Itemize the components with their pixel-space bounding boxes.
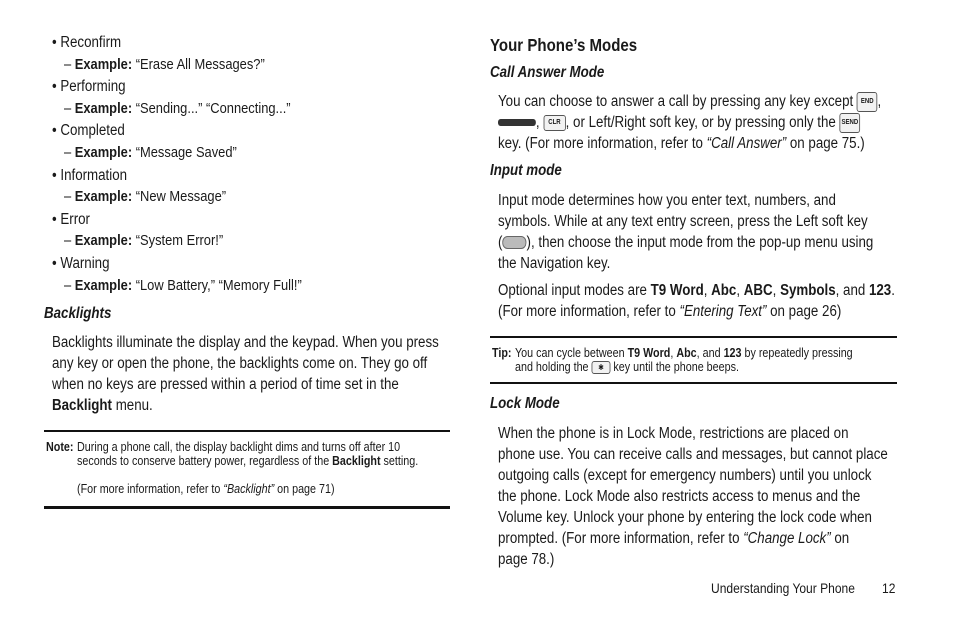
- list-item: • Warning: [52, 255, 110, 272]
- list-item: • Error: [52, 211, 91, 228]
- tip-box: [490, 336, 897, 384]
- input-mode-paragraph: Input mode determines how you enter text, numbers, and symbols. While at any text entry screen, press the Left soft key ( ), then choose the input mode from the pop-up menu using the Navigation key.: [498, 192, 874, 272]
- list-subitem: – Example: “Low Battery,” “Memory Full!”: [64, 277, 302, 294]
- input-mode-heading: Input mode: [490, 162, 562, 179]
- footer-section-name: Understanding Your Phone: [711, 580, 855, 596]
- list-item: • Completed: [52, 122, 125, 139]
- tip-label: Tip:: [492, 346, 512, 360]
- note-label: Note:: [46, 440, 74, 454]
- soft-key-icon: [498, 119, 536, 126]
- list-subitem: – Example: “Erase All Messages?”: [64, 56, 265, 73]
- end-key-icon: END: [857, 92, 878, 112]
- list-item: • Information: [52, 167, 128, 184]
- note-text-line: During a phone call, the display backlight dims and turns off after 10: [77, 440, 401, 454]
- call-answer-heading: Call Answer Mode: [490, 64, 605, 81]
- list-subitem: – Example: “Message Saved”: [64, 144, 237, 161]
- list-item: • Reconfirm: [52, 34, 122, 51]
- backlights-paragraph: Backlights illuminate the display and the keypad. When you press any key or open the phone, the backlights come on. They go off when no keys are pressed within a period of time set in the Backlight menu.: [52, 334, 439, 414]
- tip-text-line: and holding the ✱ key until the phone beeps.: [515, 360, 739, 374]
- lock-mode-paragraph: When the phone is in Lock Mode, restrictions are placed on phone use. You can receive calls and messages, but cannot place outgoing calls (except for emergency numbers) until you unlock the phone. Lock Mode also restricts access to menus and the Volume key. Unlock your phone by entering the lock code when prompted. (For more information, refer to “Change Lock” on page 78.): [498, 425, 888, 568]
- backlights-heading: Backlights: [44, 305, 112, 322]
- left-soft-key-icon: [502, 236, 526, 249]
- call-answer-paragraph: You can choose to answer a call by pressing any key except END , , CLR , or Left/Right soft key, or by pressing only the SEND key. (For more information, refer to “Call Answer” on page 75.): [498, 93, 882, 152]
- tip-text-line: You can cycle between T9 Word, Abc, and 123 by repeatedly pressing: [515, 346, 853, 360]
- lock-mode-heading: Lock Mode: [490, 395, 560, 412]
- optional-modes-paragraph: Optional input modes are T9 Word, Abc, ABC, Symbols, and 123. (For more information, refer to “Entering Text” on page 26): [498, 282, 895, 320]
- list-subitem: – Example: “Sending...” “Connecting...”: [64, 100, 291, 117]
- section-title: Your Phone’s Modes: [490, 35, 638, 55]
- list-subitem: – Example: “New Message”: [64, 188, 227, 205]
- list-item: • Performing: [52, 78, 126, 95]
- note-text-line: seconds to conserve battery power, regardless of the Backlight setting.: [77, 454, 419, 468]
- page-number: 12: [882, 580, 896, 596]
- note-box: [44, 430, 450, 509]
- star-key-icon: ✱: [592, 361, 611, 374]
- send-key-icon: SEND: [840, 113, 861, 133]
- list-subitem: – Example: “System Error!”: [64, 232, 224, 249]
- note-reference: (For more information, refer to “Backlight” on page 71): [77, 482, 335, 496]
- clr-key-icon: CLR: [543, 115, 565, 131]
